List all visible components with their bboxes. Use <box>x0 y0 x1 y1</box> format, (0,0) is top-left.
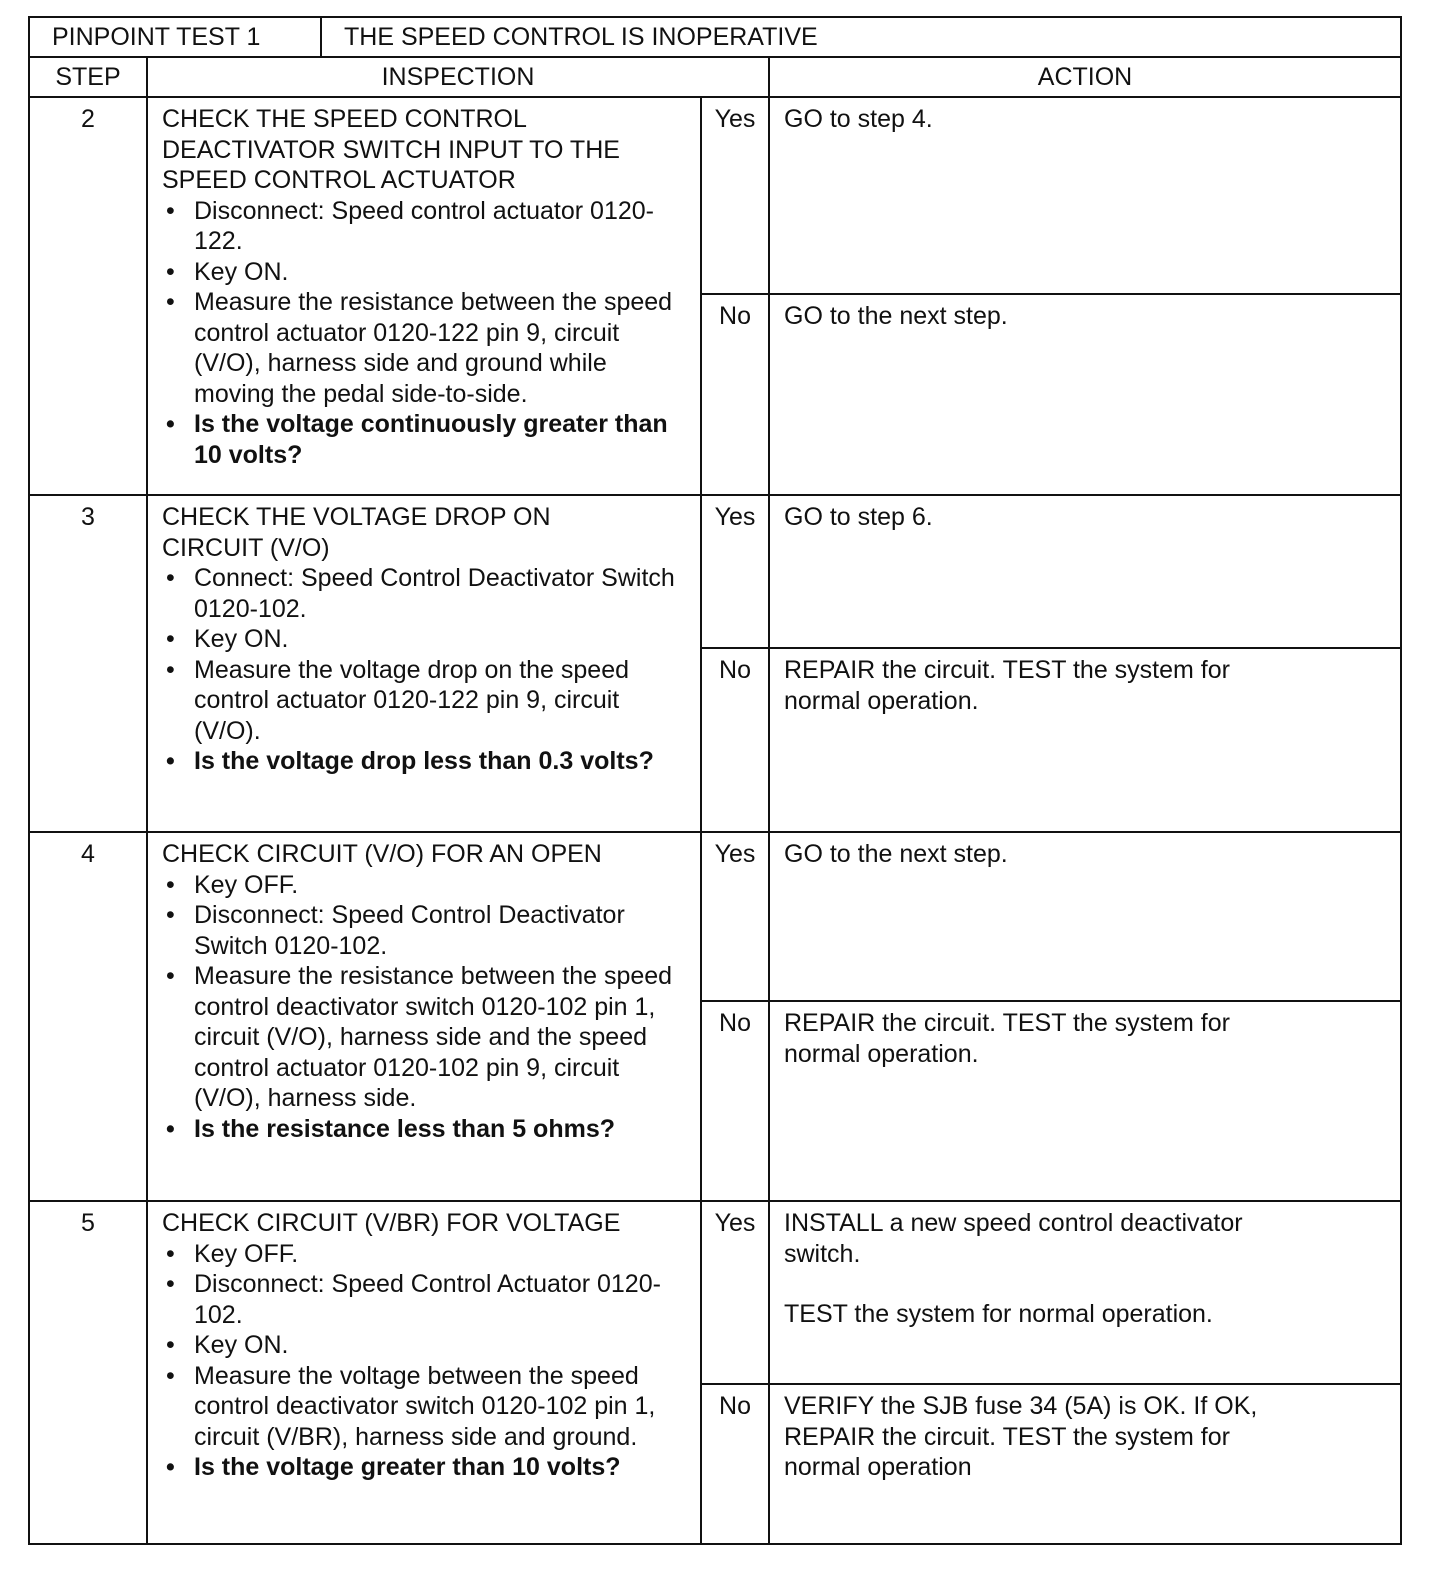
step-number: 3 <box>29 495 147 832</box>
step-number: 5 <box>29 1201 147 1544</box>
step-row-yes <box>29 832 1401 1001</box>
inspection-cell <box>147 495 701 832</box>
action-text: GO to step 6. <box>784 503 933 531</box>
test-title-row <box>29 17 1401 57</box>
step-question: • Is the resistance less than 5 ohms? <box>162 1114 690 1145</box>
no-label: No <box>701 648 769 832</box>
yes-label: Yes <box>701 832 769 1001</box>
step-row-yes <box>29 97 1401 294</box>
yes-action <box>769 832 1401 1001</box>
yes-label: Yes <box>701 1201 769 1384</box>
step-heading: CHECK CIRCUIT (V/BR) FOR VOLTAGE <box>162 1209 621 1237</box>
no-action <box>769 294 1401 495</box>
action-spacer <box>784 1269 1390 1299</box>
step-bullet: • Key ON. <box>162 1330 690 1361</box>
no-action <box>769 648 1401 832</box>
step-bullet-list <box>162 870 690 1145</box>
action-text: INSTALL a new speed control deactivator switch. <box>784 1209 1243 1268</box>
action-text: VERIFY the SJB fuse 34 (5A) is OK. If OK, REPAIR the circuit. TEST the system for normal operation <box>784 1392 1258 1481</box>
test-title: THE SPEED CONTROL IS INOPERATIVE <box>321 17 1401 57</box>
step-question: • Is the voltage drop less than 0.3 volts? <box>162 746 690 777</box>
action-header: ACTION <box>769 57 1401 97</box>
yes-action <box>769 1201 1401 1384</box>
inspection-header: INSPECTION <box>147 57 769 97</box>
action-text: REPAIR the circuit. TEST the system for normal operation. <box>784 1009 1230 1068</box>
yes-action <box>769 495 1401 648</box>
step-bullet: • Key OFF. <box>162 1239 690 1270</box>
step-question: • Is the voltage continuously greater than 10 volts? <box>162 409 690 470</box>
test-label: PINPOINT TEST 1 <box>29 17 321 57</box>
action-text: GO to the next step. <box>784 840 1008 868</box>
step-bullet: • Measure the resistance between the speed control actuator 0120-122 pin 9, circuit (V/O), harness side and ground while moving the pedal side-to-side. <box>162 287 690 409</box>
no-label: No <box>701 1384 769 1544</box>
step-bullet: • Key OFF. <box>162 870 690 901</box>
yes-action <box>769 97 1401 294</box>
step-bullet: • Disconnect: Speed Control Deactivator Switch 0120-102. <box>162 900 690 961</box>
no-action <box>769 1384 1401 1544</box>
inspection-cell <box>147 1201 701 1544</box>
step-bullet-list <box>162 196 690 471</box>
action-text: GO to the next step. <box>784 302 1008 330</box>
step-bullet-list <box>162 563 690 777</box>
step-number: 4 <box>29 832 147 1201</box>
yes-label: Yes <box>701 495 769 648</box>
action-text: GO to step 4. <box>784 105 933 133</box>
yes-label: Yes <box>701 97 769 294</box>
action-text: TEST the system for normal operation. <box>784 1300 1213 1328</box>
step-number: 2 <box>29 97 147 495</box>
step-bullet: • Measure the voltage drop on the speed control actuator 0120-122 pin 9, circuit (V/O). <box>162 655 690 747</box>
step-bullet: • Key ON. <box>162 624 690 655</box>
step-bullet: • Key ON. <box>162 257 690 288</box>
step-header: STEP <box>29 57 147 97</box>
step-bullet: • Measure the resistance between the speed control deactivator switch 0120-102 pin 1, circuit (V/O), harness side and the speed control actuator 0120-102 pin 9, circuit (V/O), harness side. <box>162 961 690 1114</box>
step-bullet: • Disconnect: Speed Control Actuator 0120-102. <box>162 1269 690 1330</box>
pinpoint-test-table <box>28 16 1402 1545</box>
inspection-cell <box>147 97 701 495</box>
step-heading: CHECK CIRCUIT (V/O) FOR AN OPEN <box>162 840 602 868</box>
step-heading: CHECK THE VOLTAGE DROP ON CIRCUIT (V/O) <box>162 503 551 562</box>
inspection-cell <box>147 832 701 1201</box>
no-action <box>769 1001 1401 1201</box>
no-label: No <box>701 294 769 495</box>
step-question: • Is the voltage greater than 10 volts? <box>162 1452 690 1483</box>
pinpoint-test-page <box>28 16 1400 1584</box>
action-text: REPAIR the circuit. TEST the system for normal operation. <box>784 656 1230 715</box>
step-bullet: • Connect: Speed Control Deactivator Switch 0120-102. <box>162 563 690 624</box>
step-bullet: • Measure the voltage between the speed control deactivator switch 0120-102 pin 1, circuit (V/BR), harness side and ground. <box>162 1361 690 1453</box>
step-bullet-list <box>162 1239 690 1483</box>
step-row-yes <box>29 1201 1401 1384</box>
no-label: No <box>701 1001 769 1201</box>
step-bullet: • Disconnect: Speed control actuator 0120-122. <box>162 196 690 257</box>
step-heading: CHECK THE SPEED CONTROL DEACTIVATOR SWITCH INPUT TO THE SPEED CONTROL ACTUATOR <box>162 105 620 194</box>
column-header-row <box>29 57 1401 97</box>
step-row-yes <box>29 495 1401 648</box>
